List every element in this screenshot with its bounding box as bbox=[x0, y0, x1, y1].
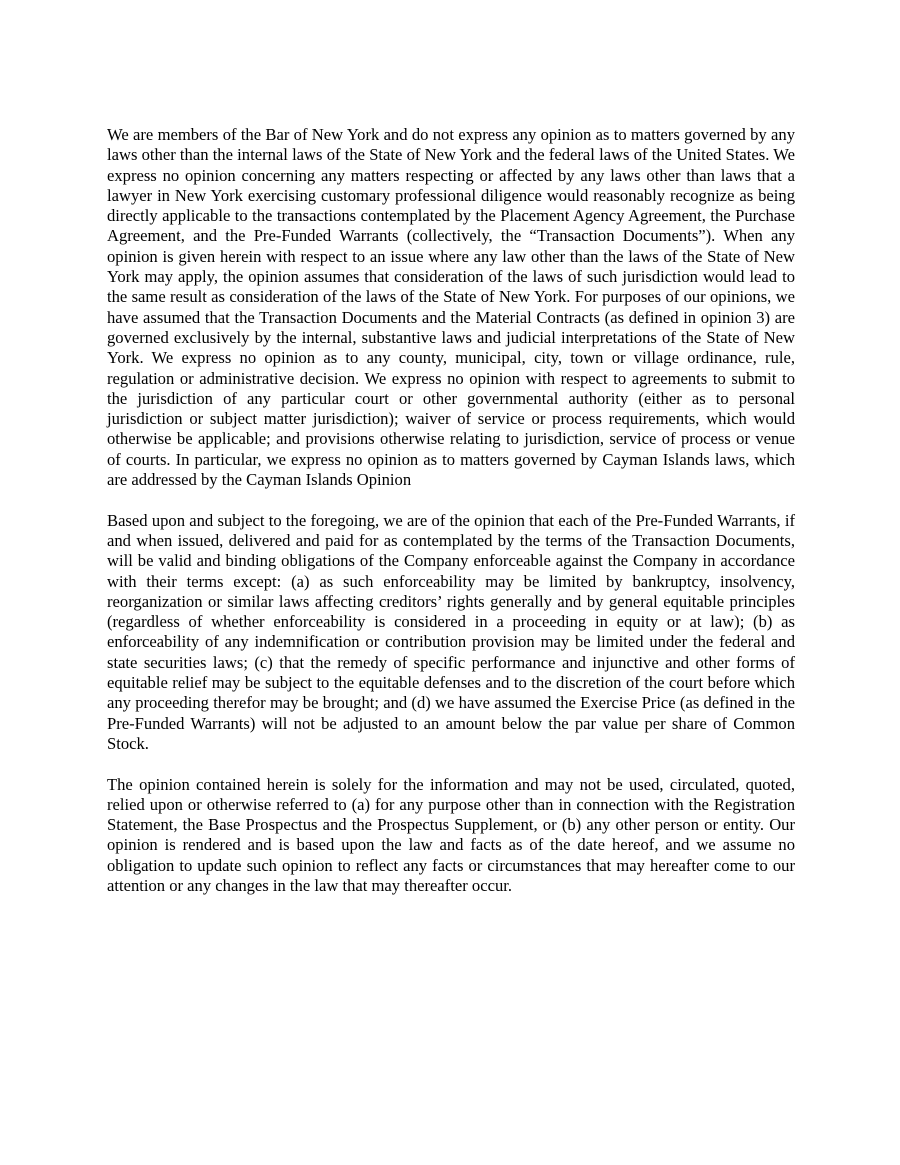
paragraph-limitations: The opinion contained herein is solely for the information and may not be used, circulated, quoted, relied upon or otherwise referred to (a) for any purpose other than in connection with the Registration Statement, the Base Prospectus and the Prospectus Supplement, or (b) any other person or entity. Our opinion is rendered and is based upon the law and facts as of the date hereof, and we assume no obligation to update such opinion to reflect any facts or circumstances that may hereafter come to our attention or any changes in the law that may thereafter occur. bbox=[107, 774, 795, 895]
paragraph-jurisdiction: We are members of the Bar of New York and do not express any opinion as to matters governed by any laws other than the internal laws of the State of New York and the federal laws of the United States. We express no opinion concerning any matters respecting or affected by any laws other than laws that a lawyer in New York exercising customary professional diligence would reasonably recognize as being directly applicable to the transactions contemplated by the Placement Agency Agreement, the Purchase Agreement, and the Pre-Funded Warrants (collectively, the “Transaction Documents”). When any opinion is given herein with respect to an issue where any law other than the laws of the State of New York may apply, the opinion assumes that consideration of the laws of such jurisdiction would lead to the same result as consideration of the laws of the State of New York. For purposes of our opinions, we have assumed that the Transaction Documents and the Material Contracts (as defined in opinion 3) are governed exclusively by the internal, substantive laws and judicial interpretations of the State of New York. We express no opinion as to any county, municipal, city, town or village ordinance, rule, regulation or administrative decision. We express no opinion with respect to agreements to submit to the jurisdiction of any particular court or other governmental authority (either as to personal jurisdiction or subject matter jurisdiction); waiver of service or process requirements, which would otherwise be applicable; and provisions otherwise relating to jurisdiction, service of process or venue of courts. In particular, we express no opinion as to matters governed by Cayman Islands laws, which are addressed by the Cayman Islands Opinion bbox=[107, 125, 795, 490]
document-page bbox=[107, 125, 795, 917]
paragraph-opinion: Based upon and subject to the foregoing, we are of the opinion that each of the Pre-Funded Warrants, if and when issued, delivered and paid for as contemplated by the terms of the Transaction Documents, will be valid and binding obligations of the Company enforceable against the Company in accordance with their terms except: (a) as such enforceability may be limited by bankruptcy, insolvency, reorganization or similar laws affecting creditors’ rights generally and by general equitable principles (regardless of whether enforceability is considered in a proceeding in equity or at law); (b) as enforceability of any indemnification or contribution provision may be limited under the federal and state securities laws; (c) that the remedy of specific performance and injunctive and other forms of equitable relief may be subject to the equitable defenses and to the discretion of the court before which any proceeding therefor may be brought; and (d) we have assumed the Exercise Price (as defined in the Pre-Funded Warrants) will not be adjusted to an amount below the par value per share of Common Stock. bbox=[107, 510, 795, 753]
